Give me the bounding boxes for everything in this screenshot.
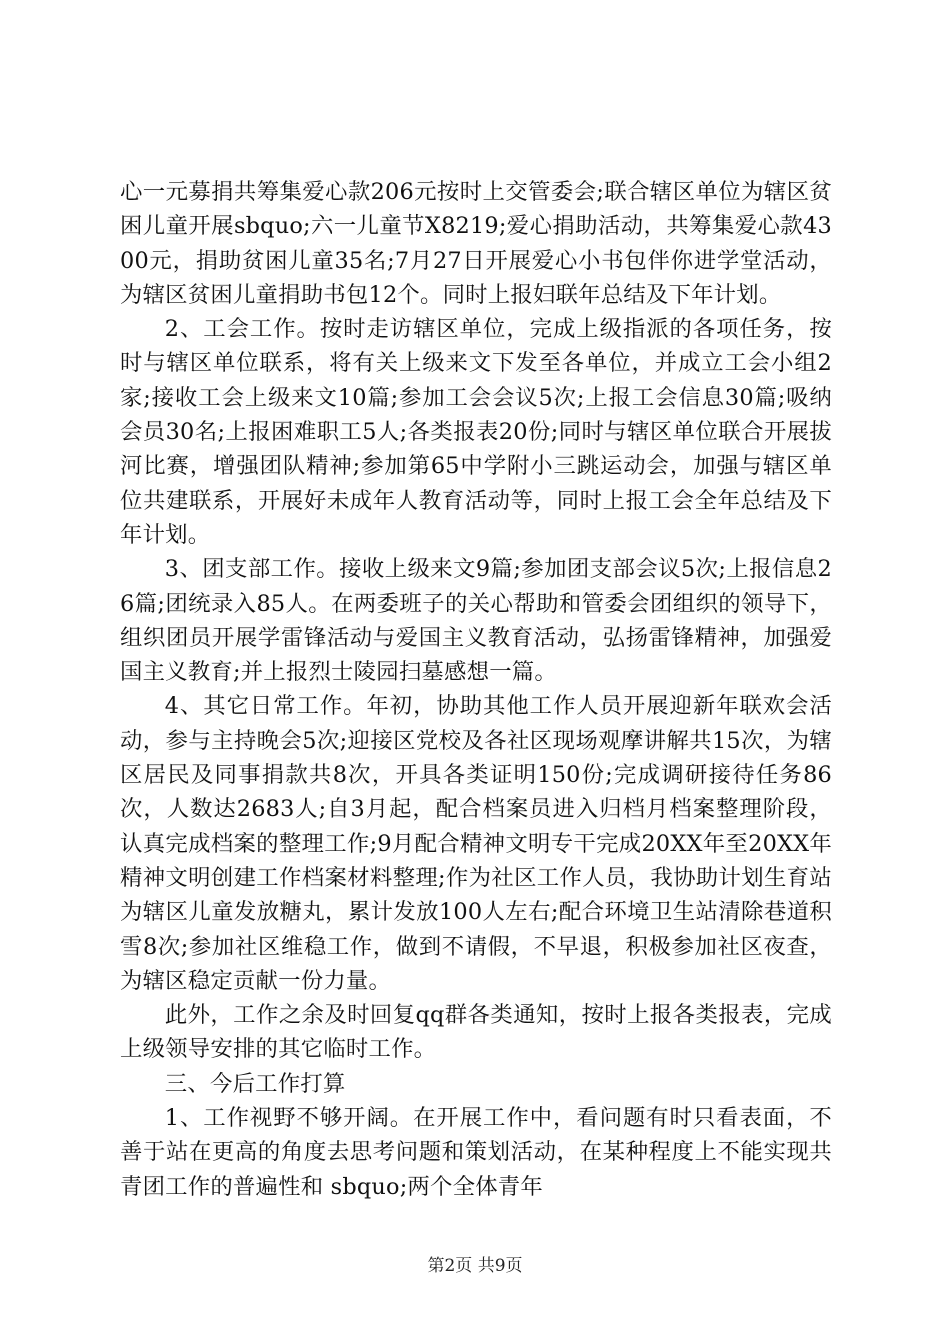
section-heading-future-plans: 三、今后工作打算 [164,1070,346,1097]
paragraph-union-work: 2、工会工作。按时走访辖区单位，完成上级指派的各项任务，按时与辖区单位联系，将有关上级来文下发至各单位，并成立工会小组2家;接收工会上级来文10篇;参加工会会议5次;上报工会信息30篇;吸纳会员30名;上报困难职工5人;各类报表20份;同时与辖区单位联合开展拔河比赛，增强团队精神;参加第65中学附小三跳运动会，加强与辖区单位共建联系，开展好未成年人教育活动等，同时上报工会全年总结及下年计划。 [120,316,832,548]
paragraph-other-work: 此外，工作之余及时回复qq群各类通知，按时上报各类报表，完成上级领导安排的其它临时工作。 [120,1002,832,1063]
page-number-footer: 第2页 共9页 [427,1256,523,1276]
paragraph-work-vision: 1、工作视野不够开阔。在开展工作中，看问题有时只看表面，不善于站在更高的角度去思考问题和策划活动，在某种程度上不能实现共青团工作的普遍性和 sbquo;两个全体青年 [120,1105,832,1200]
paragraph-daily-work: 4、其它日常工作。年初，协助其他工作人员开展迎新年联欢会活动，参与主持晚会5次;迎接区党校及各社区现场观摩讲解共15次，为辖区居民及同事捐款共8次，开具各类证明150份;完成调研接待任务86次，人数达2683人;自3月起，配合档案员进入归档月档案整理阶段，认真完成档案的整理工作;9月配合精神文明专干完成20XX年至20XX年精神文明创建工作档案材料整理;作为社区工作人员，我协助计划生育站为辖区儿童发放糖丸，累计发放100人左右;配合环境卫生站清除巷道积雪8次;参加社区维稳工作，做到不请假，不早退，积极参加社区夜查，为辖区稳定贡献一份力量。 [120,693,832,994]
paragraph-youth-league-work: 3、团支部工作。接收上级来文9篇;参加团支部会议5次;上报信息26篇;团统录入85人。在两委班子的关心帮助和管委会团组织的领导下，组织团员开展学雷锋活动与爱国主义教育活动，弘扬雷锋精神，加强爱国主义教育;并上报烈士陵园扫墓感想一篇。 [120,556,832,686]
paragraph-continuation: 心一元募捐共筹集爱心款206元按时上交管委会;联合辖区单位为辖区贫困儿童开展sbquo;六一儿童节X8219;爱心捐助活动，共筹集爱心款4300元，捐助贫困儿童35名;7月27日开展爱心小书包伴你进学堂活动，为辖区贫困儿童捐助书包12个。同时上报妇联年总结及下年计划。 [120,179,832,308]
document-body [120,175,832,1204]
